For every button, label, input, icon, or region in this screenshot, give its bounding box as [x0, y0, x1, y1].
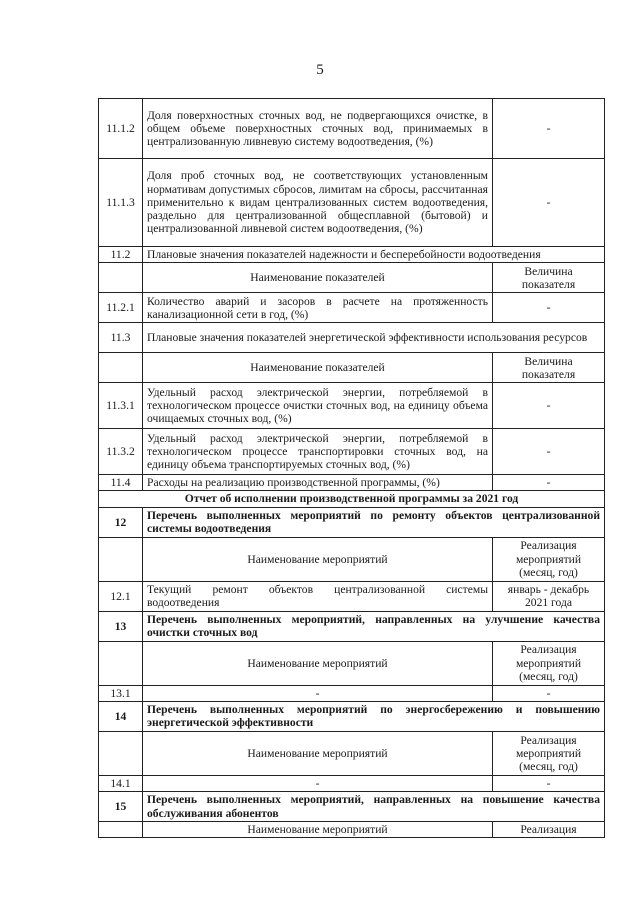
row-number: 14.1	[99, 775, 143, 791]
indicator-value: -	[493, 159, 605, 247]
row-number: 11.2	[99, 247, 143, 263]
row-number: 14	[99, 701, 143, 731]
header-row	[99, 263, 605, 293]
row-number: 11.4	[99, 475, 143, 491]
table-row	[99, 685, 605, 701]
section-row	[99, 247, 605, 263]
section-title: Перечень выполненных мероприятий по энергосбережению и повышению энергетической эффективности	[143, 701, 605, 731]
column-header-name: Наименование мероприятий	[143, 822, 493, 838]
table-row	[99, 159, 605, 247]
row-number: 11.3.2	[99, 429, 143, 475]
indicator-name: Удельный расход электрической энергии, потребляемой в технологическом процессе транспортировки сточных вод, на единицу объема транспортируемых сточных вод, (%)	[143, 429, 493, 475]
indicator-name: Доля проб сточных вод, не соответствующих установленным нормативам допустимых сбросов, лимитам на сбросы, рассчитанная применительно к видам централизованных систем водоотведения, раздельно для централизованной общесплавной (бытовой) и централизованной ливневой систем водоотведения, (%)	[143, 159, 493, 247]
section-row	[99, 792, 605, 822]
row-number: 15	[99, 792, 143, 822]
column-header-value: Величина показателя	[493, 353, 605, 383]
indicators-table	[98, 98, 605, 838]
row-number: 13	[99, 611, 143, 641]
activity-period: январь - декабрь 2021 года	[493, 581, 605, 611]
activity-name: -	[143, 685, 493, 701]
table-row	[99, 383, 605, 429]
indicator-name: Расходы на реализацию производственной программы, (%)	[143, 475, 493, 491]
header-row	[99, 731, 605, 775]
column-header-value: Реализация мероприятий (месяц, год)	[493, 537, 605, 581]
column-header-name: Наименование показателей	[143, 263, 493, 293]
indicator-name: Удельный расход электрической энергии, потребляемой в технологическом процессе очистки сточных вод, на единицу объема очищаемых сточных вод, (%)	[143, 383, 493, 429]
row-number: 12	[99, 507, 143, 537]
table-row	[99, 429, 605, 475]
table-row	[99, 293, 605, 323]
section-row	[99, 507, 605, 537]
row-number: 11.1.3	[99, 159, 143, 247]
row-number: 13.1	[99, 685, 143, 701]
report-title-row	[99, 491, 605, 507]
table-row	[99, 475, 605, 491]
table-row	[99, 775, 605, 791]
column-header-name: Наименование мероприятий	[143, 731, 493, 775]
indicator-value: -	[493, 429, 605, 475]
table-row	[99, 99, 605, 159]
section-title: Перечень выполненных мероприятий по ремонту объектов централизованной системы водоотведения	[143, 507, 605, 537]
row-number: 11.2.1	[99, 293, 143, 323]
header-row	[99, 822, 605, 838]
report-title: Отчет об исполнении производственной программы за 2021 год	[99, 491, 605, 507]
header-row	[99, 537, 605, 581]
row-number: 12.1	[99, 581, 143, 611]
indicator-name: Доля поверхностных сточных вод, не подвергающихся очистке, в общем объеме поверхностных сточных вод, принимаемых в централизованную ливневую систему водоотведения, (%)	[143, 99, 493, 159]
indicator-value: -	[493, 475, 605, 491]
column-header-value: Реализация	[493, 822, 605, 838]
section-title: Перечень выполненных мероприятий, направленных на повышение качества обслуживания абонентов	[143, 792, 605, 822]
column-header-name: Наименование мероприятий	[143, 641, 493, 685]
column-header-value: Реализация мероприятий (месяц, год)	[493, 731, 605, 775]
table-row	[99, 581, 605, 611]
indicator-value: -	[493, 383, 605, 429]
section-title: Перечень выполненных мероприятий, направленных на улучшение качества очистки сточных вод	[143, 611, 605, 641]
section-row	[99, 611, 605, 641]
column-header-name: Наименование показателей	[143, 353, 493, 383]
section-row	[99, 323, 605, 353]
row-number: 11.3	[99, 323, 143, 353]
section-title: Плановые значения показателей надежности и бесперебойности водоотведения	[143, 247, 605, 263]
section-title: Плановые значения показателей энергетической эффективности использования ресурсов	[143, 323, 605, 353]
column-header-name: Наименование мероприятий	[143, 537, 493, 581]
indicator-value: -	[493, 293, 605, 323]
indicator-value: -	[493, 99, 605, 159]
column-header-value: Реализация мероприятий (месяц, год)	[493, 641, 605, 685]
row-number: 11.3.1	[99, 383, 143, 429]
header-row	[99, 641, 605, 685]
indicator-name: Количество аварий и засоров в расчете на протяженность канализационной сети в год, (%)	[143, 293, 493, 323]
activity-period: -	[493, 685, 605, 701]
activity-name: -	[143, 775, 493, 791]
activity-period: -	[493, 775, 605, 791]
header-row	[99, 353, 605, 383]
activity-name: Текущий ремонт объектов централизованной системы водоотведения	[143, 581, 493, 611]
column-header-value: Величина показателя	[493, 263, 605, 293]
page-number: 5	[316, 62, 324, 78]
section-row	[99, 701, 605, 731]
row-number: 11.1.2	[99, 99, 143, 159]
